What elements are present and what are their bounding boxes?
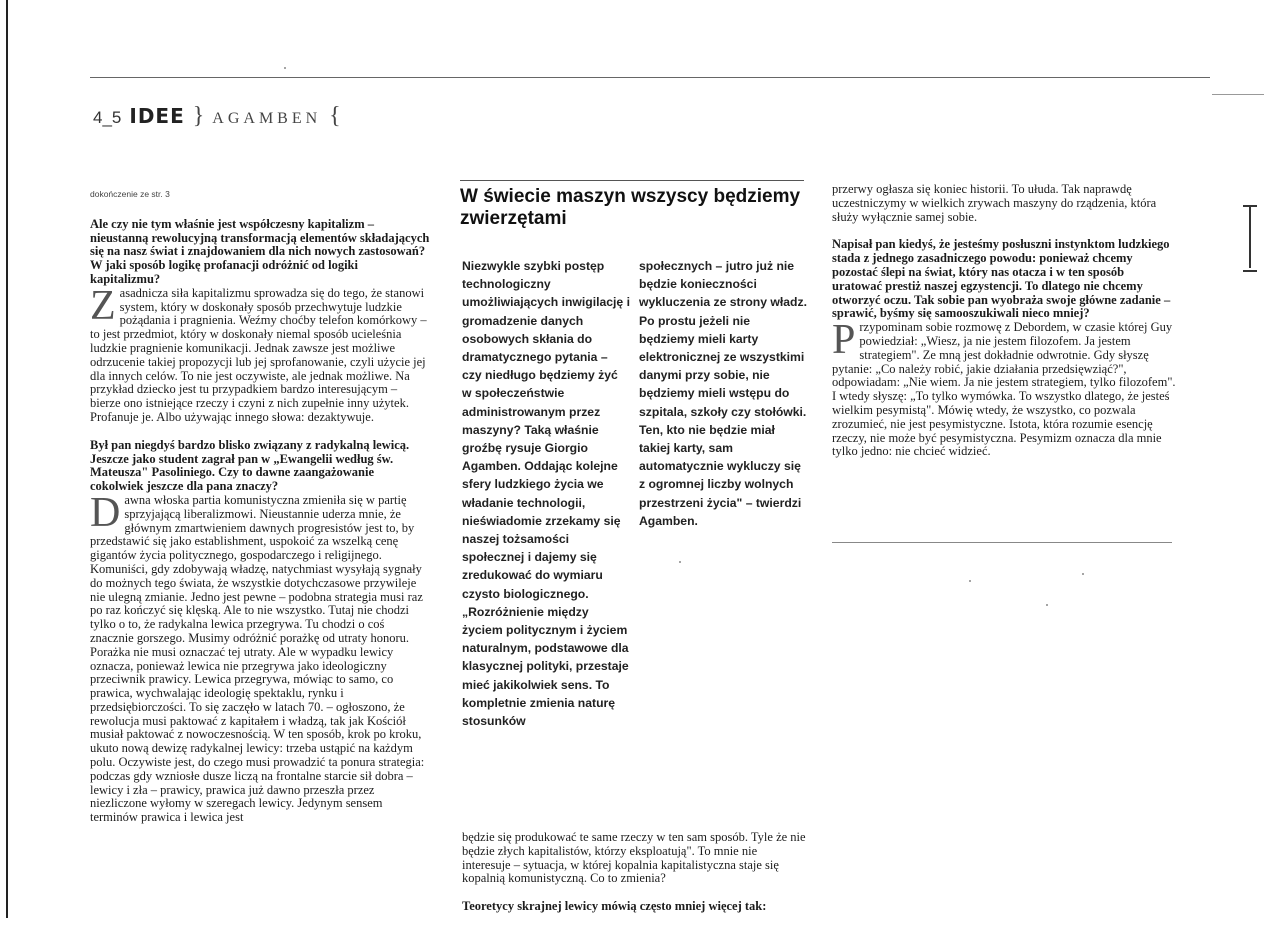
page-edge-line [6, 0, 8, 918]
answer-text: przerwy ogłasza się koniec historii. To ułuda. Tak naprawdę uczestniczymy w wielkich zrywach maszyny do rządzenia, która służy wyłącznie samej sobie. [832, 182, 1157, 224]
magazine-brand: IDEE [129, 104, 185, 128]
page-header [93, 103, 341, 130]
interview-answer [90, 282, 430, 425]
continuation-note: dokończenie ze str. 3 [90, 189, 170, 199]
scan-speck [284, 67, 286, 69]
column-1 [90, 188, 430, 825]
section-name: AGAMBEN [212, 110, 322, 127]
answer-text: asadnicza siła kapitalizmu sprowadza się do tego, że stanowi system, który w doskonały sposób przechwytuje ludzkie pożądania i pragnienia. Weźmy choćby telefon komórkowy – to jest przedmiot, który w doskonały niemal sposób ucieleśnia ludzkie pragnienie komunikacji. Jednak zawsze jest możliwe odrzucenie takiej propozycji lub jej sprofanowanie, czyli użycie jej dla innych celów. To nie jest oczywiste, ale jednak możliwe. Na przykład dziecko jest tu przypadkiem bardzo interesującym – bierze ono istniejące rzeczy i czyni z nich zupełnie inny użytek. Profanuje je. Albo używając innego słowa: dezaktywuje. [90, 285, 427, 424]
scan-speck [679, 561, 681, 563]
feature-lead-left: Niezwykle szybki postęp technologiczny umożliwiających inwigilację i gromadzenie danych osobowych skłania do dramatycznego pytania – czy niedługo będziemy żyć w społeczeństwie administrowanym przez maszyny? Taką właśnie groźbę rysuje Giorgio Agamben. Oddając kolejne sfery ludzkiego życia we władanie technologii, nieświadomie zrzekamy się naszej tożsamości społecznej i dajemy się zredukować do wymiaru czysto biologicznego. „Rozróżnienie między życiem politycznym i życiem naturalnym, podstawowe dla klasycznej polityki, przestaje mieć jakikolwiek sens. To kompletnie zmienia naturę stosunków [462, 259, 630, 729]
feature-top-rule [460, 180, 804, 181]
dropcap: P [832, 317, 856, 364]
feature-headline: W świecie maszyn wszyscy będziemy zwierzętami [460, 186, 801, 229]
answer-text: będzie się produkować te same rzeczy w ten sam sposób. Tyle że nie będzie złych kapitalistów, którzy eksploatują". To mnie nie interesuje – sytuacja, w której kopalnia kapitalistyczna staje się kopalnią komunistyczną. Co to zmienia? [462, 830, 806, 886]
interview-answer [832, 317, 1177, 459]
interview-answer [90, 489, 430, 825]
top-rule [90, 77, 1210, 78]
dropcap: Z [90, 282, 116, 329]
article-end-rule [832, 542, 1172, 543]
scan-speck [969, 580, 971, 582]
interview-question: Był pan niegdyś bardzo blisko związany z radykalną lewicą. Jeszcze jako student zagrał pan w „Ewangelii według św. Mateusza" Pasoliniego. Czy to dawne zaangażowanie cokolwiek jeszcze dla pana znaczy? [90, 437, 410, 494]
dropcap: D [90, 489, 121, 536]
answer-text: rzypominam sobie rozmowę z Debordem, w czasie której Guy powiedział: „Wiesz, ja nie jestem filozofem. Ja jestem strategiem". Ze mną jest dokładnie odwrotnie. Gdy słyszę pytanie: „Co należy robić, jakie działania przedsięwziąć?", odpowiadam: „Nie wiem. Ja nie jestem strategiem, tylko filozofem". I wtedy słyszę: „To tylko wymówka. To wszystko dlatego, że jesteś wielkim pesymistą". Mówię wtedy, że wszystko, co pozwala zrozumieć, nie jest pesymistyczne. Istota, która rozumie esencję rzeczy, nie może być pesymistyczna. Pesymizm oznacza dla mnie tylko jedno: nie chcieć widzieć. [832, 320, 1176, 459]
page-number: 4_5 [93, 108, 122, 127]
interview-question: Napisał pan kiedyś, że jesteśmy posłuszni instynktom ludzkiego stada z jednego zasadniczego powodu: ponieważ chcemy pozostać ślepi na świat, który nas otacza i w ten sposób uratować prestiż naszej egzystencji. To dlatego nie chcemy otworzyć oczu. Tak sobie pan wyobraża swoje główne zadanie – sprawić, byśmy się samooszukiwali nieco mniej? [832, 237, 1171, 321]
header-brace-close: { [329, 103, 341, 129]
answer-text: awna włoska partia komunistyczna zmieniła się w partię sprzyjającą liberalizmowi. Nieustannie uderza mnie, że głównym zmartwieniem dawnych progresistów jest to, by przedstawić się jako establishment, uspokoić za wszelką cenę gigantów życia politycznego, gospodarczego i religijnego. Komuniści, gdy zdobywają władzę, natychmiast wysyłają sygnały do możnych tego świata, że wszystkie dotychczasowe przywileje nie ulegną zmianie. Jedno jest pewne – podobna strategia musi raz po raz kończyć się klęską. Ale to nie wszystko. Tutaj nie chodzi tylko o to, że radykalna lewica przegrywa. Tu chodzi o coś znacznie gorszego. Musimy odróżnić porażkę od utraty honoru. Porażka nie musi oznaczać tej utraty. Ale w wypadku lewicy oznacza, ponieważ lewica nie przegrywa jako ideologiczny przeciwnik prawicy. Lewica przegrywa, mówiąc to samo, co prawica, wychwalając ideologię spektaklu, rynku i przedsiębiorczości. To się zaczęło w latach 70. – ogłoszono, że rewolucja musi paktować z kapitałem i władzą, tak jak Kościół musiał paktować z nowoczesnością. W ten sposób, krok po kroku, ukuto nową dewizę radykalnej lewicy: trzeba ustąpić na każdym polu. Oczywiste jest, do czego musi prowadzić ta ponura strategia: podczas gdy wzniosłe dusze liczą na frontalne starcie sił dobra – lewicy i zła – prawicy, prawica już dawno przeszła przez niezliczone wyłomy w szeregach lewicy. Jedynym sensem terminów prawica i lewica jest [90, 492, 425, 825]
column-3 [832, 183, 1177, 459]
feature-box [460, 186, 810, 230]
margin-bracket-stem [1249, 205, 1251, 268]
header-brace-open: } [192, 103, 205, 129]
margin-rule [1212, 94, 1264, 95]
scan-speck [1082, 573, 1084, 575]
column-2-bottom [462, 831, 807, 914]
scan-speck [1046, 604, 1048, 606]
interview-question: Ale czy nie tym właśnie jest współczesny kapitalizm – nieustanną rewolucyjną transformacją elementów składających się na nasz świat i znajdowaniem dla nich nowych zastosowań? W jaki sposób logikę profanacji odróżnić od logiki kapitalizmu? [90, 216, 430, 286]
interview-question-cut: Teoretycy skrajnej lewicy mówią często mniej więcej tak: [462, 899, 767, 914]
feature-lead-right: społecznych – jutro już nie będzie konieczności wykluczenia ze strony władz. Po prostu jeżeli nie będziemy mieli karty elektronicznej ze wszystkimi danymi przy sobie, nie będziemy mieli wstępu do szpitala, szkoły czy stołówki. Ten, kto nie będzie miał takiej karty, sam automatycznie wykluczy się z ogromnej liczby wolnych przestrzeni życia" – twierdzi Agamben. [639, 259, 807, 528]
